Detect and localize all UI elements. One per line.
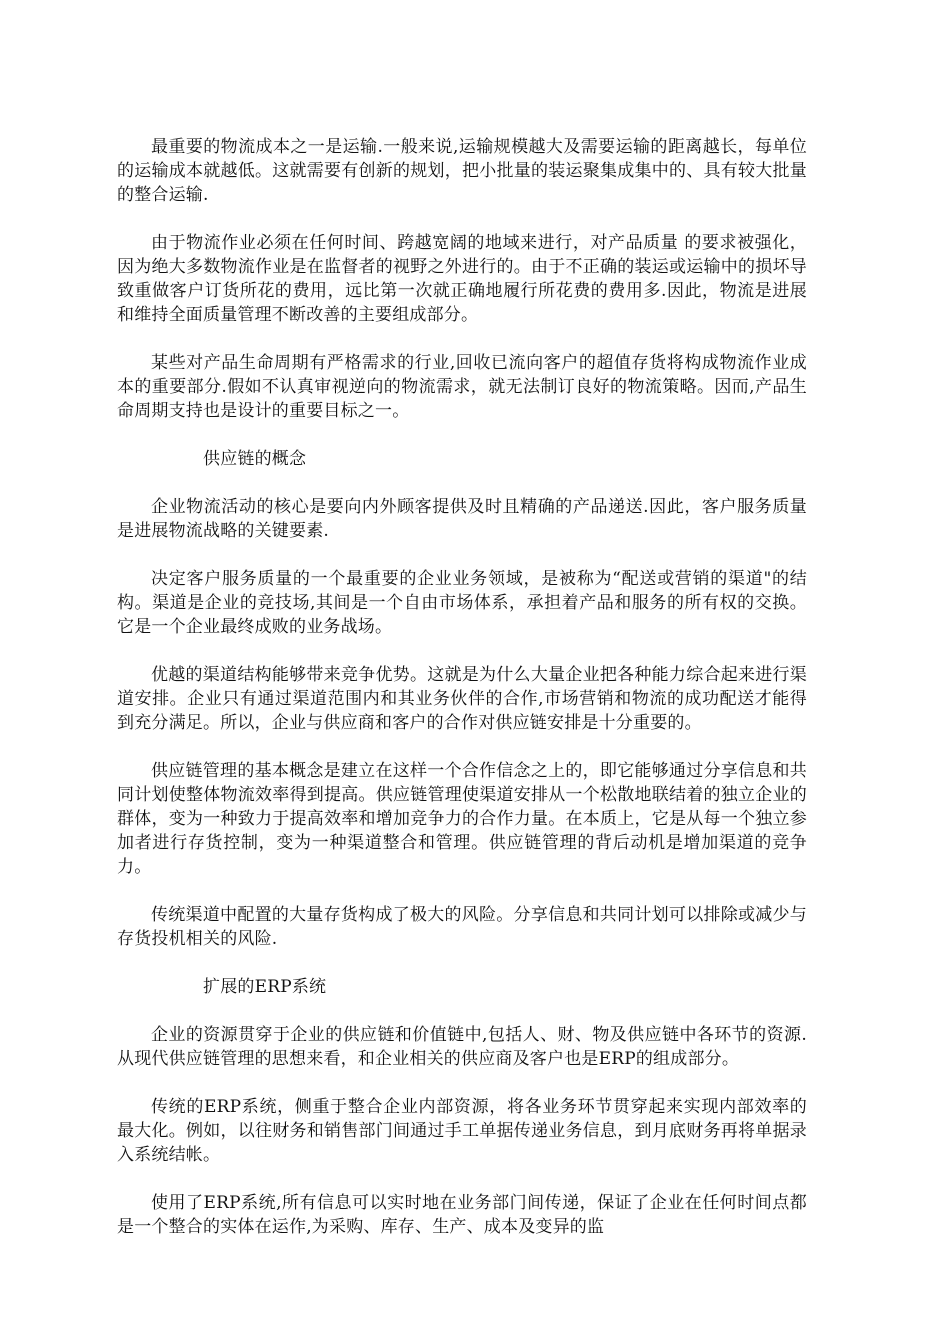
paragraph-enterprise-resources: 企业的资源贯穿于企业的供应链和价值链中,包括人、财、物及供应链中各环节的资源.从现代供应链管理的思想来看，和企业相关的供应商及客户也是ERP的组成部分。 xyxy=(117,1025,807,1069)
paragraph-channel-structure: 优越的渠道结构能够带来竞争优势。这就是为什么大量企业把各种能力综合起来进行渠道安排。企业只有通过渠道范围内和其业务伙伴的合作,市场营销和物流的成功配送才能得到充分满足。所以，企业与供应商和客户的合作对供应链安排是十分重要的。 xyxy=(117,665,807,733)
paragraph-transport-cost: 最重要的物流成本之一是运输.一般来说,运输规模越大及需要运输的距离越长，每单位的运输成本就越低。这就需要有创新的规划，把小批量的装运聚集成集中的、具有较大批量的整合运输. xyxy=(117,137,807,205)
section-heading-extended-erp: 扩展的ERP系统 xyxy=(203,977,327,997)
paragraph-product-lifecycle: 某些对产品生命周期有严格需求的行业,回收已流向客户的超值存货将构成物流作业成本的重要部分.假如不认真审视逆向的物流需求，就无法制订良好的物流策略。因而,产品生命周期支持也是设计的重要目标之一。 xyxy=(117,353,807,421)
paragraph-traditional-erp: 传统的ERP系统，侧重于整合企业内部资源，将各业务环节贯穿起来实现内部效率的最大化。例如，以往财务和销售部门间通过手工单据传递业务信息，到月底财务再将单据录入系统结帐。 xyxy=(117,1097,807,1165)
paragraph-quality-management: 由于物流作业必须在任何时间、跨越宽阔的地域来进行，对产品质量 的要求被强化，因为绝大多数物流作业是在监督者的视野之外进行的。由于不正确的装运或运输中的损坏导致重做客户订货所花的费用，远比第一次就正确地履行所花费的费用多.因此，物流是进展和维持全面质量管理不断改善的主要组成部分。 xyxy=(117,233,807,325)
paragraph-using-erp: 使用了ERP系统,所有信息可以实时地在业务部门间传递，保证了企业在任何时间点都是一个整合的实体在运作,为采购、库存、生产、成本及变异的监 xyxy=(117,1193,807,1237)
paragraph-supply-chain-management: 供应链管理的基本概念是建立在这样一个合作信念之上的，即它能够通过分享信息和共同计划使整体物流效率得到提高。供应链管理使渠道安排从一个松散地联结着的独立企业的群体，变为一种致力于提高效率和增加竞争力的合作力量。在本质上，它是从每一个独立参加者进行存货控制，变为一种渠道整合和管理。供应链管理的背后动机是增加渠道的竞争力。 xyxy=(117,761,807,877)
paragraph-inventory-risk: 传统渠道中配置的大量存货构成了极大的风险。分享信息和共同计划可以排除或减少与存货投机相关的风险. xyxy=(117,905,807,949)
paragraph-logistics-core: 企业物流活动的核心是要向内外顾客提供及时且精确的产品递送.因此，客户服务质量是进展物流战略的关键要素. xyxy=(117,497,807,541)
section-heading-supply-chain-concept: 供应链的概念 xyxy=(203,449,307,469)
document-body xyxy=(117,135,807,1263)
paragraph-distribution-channel: 决定客户服务质量的一个最重要的企业业务领域，是被称为“配送或营销的渠道"的结构。渠道是企业的竞技场,其间是一个自由市场体系，承担着产品和服务的所有权的交换。它是一个企业最终成败的业务战场。 xyxy=(117,569,807,637)
